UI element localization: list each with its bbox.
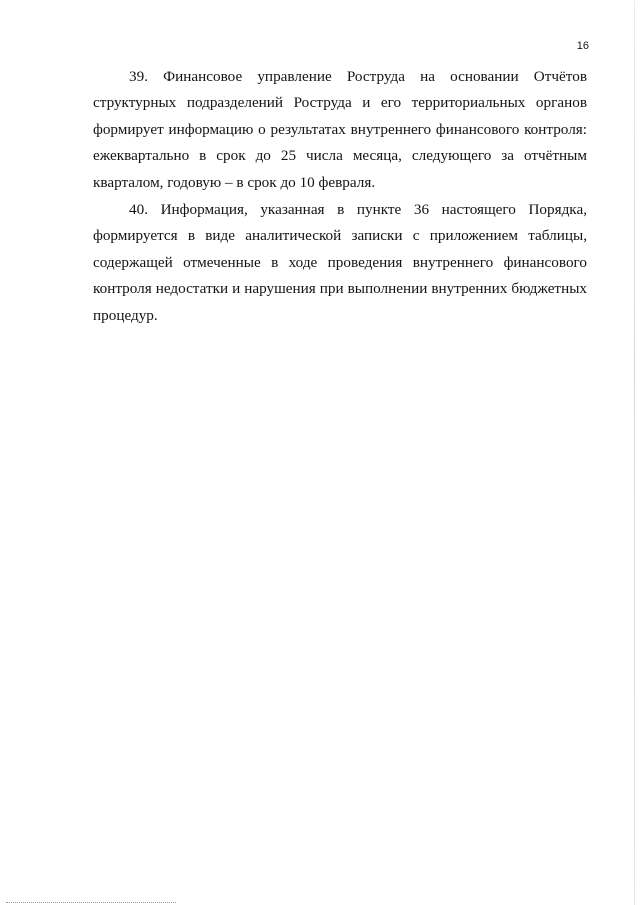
page-number: 16 — [576, 40, 589, 52]
paragraph-39: 39. Финансовое управление Роструда на основании Отчётов структурных подразделений Роструда и его территориальных органов формирует информацию о результатах внутреннего финансового контроля: ежеквартально в срок до 25 числа месяца, следующего за отчётным кварталом, годовую – в срок до 10 февраля. — [93, 68, 587, 191]
paragraph-40: 40. Информация, указанная в пункте 36 настоящего Порядка, формируется в виде аналитической записки с приложением таблицы, содержащей отмеченные в ходе проведения внутреннего финансового контроля недостатки и нарушения при выполнении внутренних бюджетных процедур. — [93, 201, 587, 324]
scan-bottom-artifact — [6, 901, 176, 903]
scan-edge-line — [634, 0, 635, 905]
document-body — [93, 64, 587, 329]
